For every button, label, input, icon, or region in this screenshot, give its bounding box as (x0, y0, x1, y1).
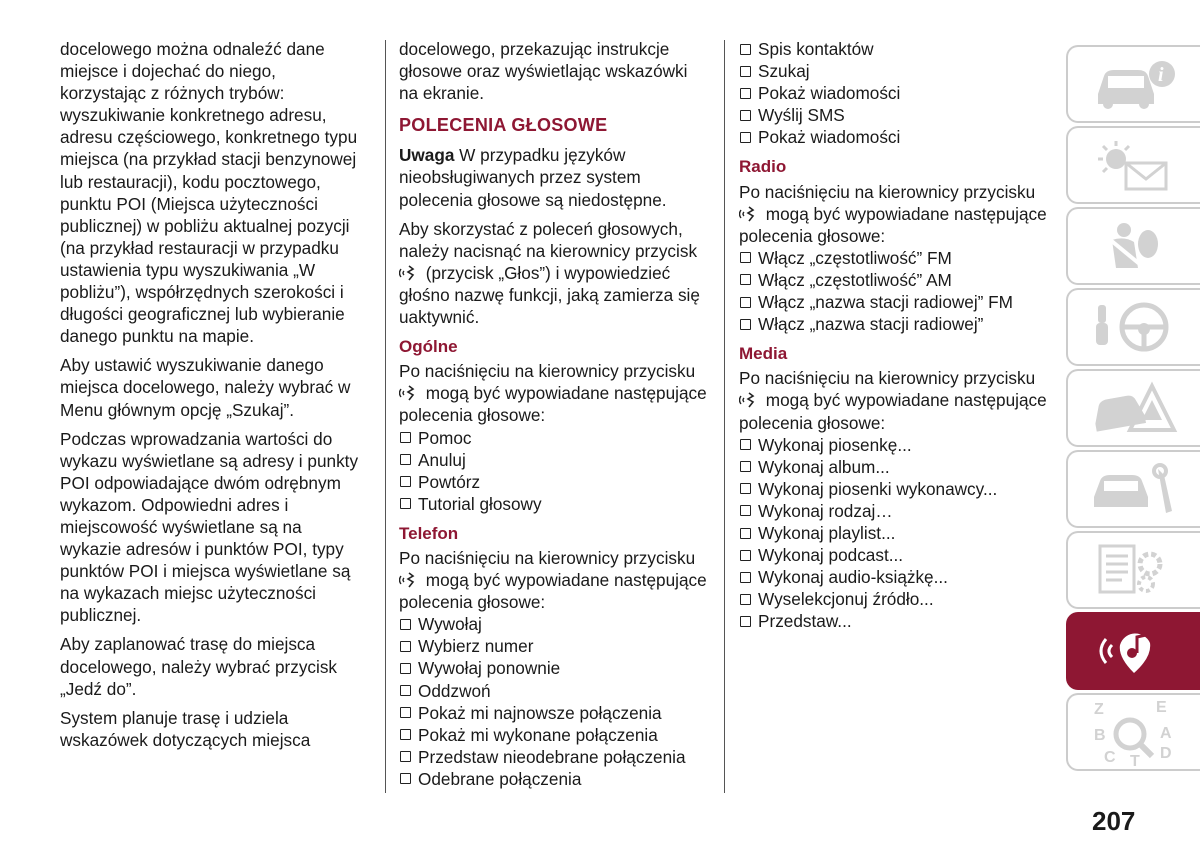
item-label: Spis kontaktów (758, 39, 874, 59)
tab-dashboard-lights[interactable] (1066, 126, 1200, 204)
voice-button-icon (399, 265, 417, 281)
list-item (739, 82, 1059, 104)
list-item (739, 478, 1059, 500)
checkbox-icon (740, 297, 751, 308)
item-label: Wyselekcjonuj źródło... (758, 589, 934, 610)
section-heading: POLECENIA GŁOSOWE (399, 115, 608, 136)
subheading-general: Ogólne (399, 337, 458, 357)
item-label: Pomoc (418, 427, 472, 448)
checkbox-icon (740, 483, 751, 494)
checkbox-icon (400, 432, 411, 443)
list-item (739, 566, 1059, 588)
note-label: Uwaga (399, 145, 455, 166)
tab-maintenance[interactable] (1066, 450, 1200, 528)
text: Po naciśnięciu na kierownicy przycisku (399, 547, 696, 568)
instruction (739, 367, 1059, 433)
checkbox-icon (400, 729, 411, 740)
list-item (399, 680, 709, 702)
phone-command-list (399, 613, 709, 790)
item-label: Pokaż mi najnowsze połączenia (418, 702, 662, 723)
item-label: Wyślij SMS (758, 105, 845, 126)
list-item (739, 247, 1059, 269)
checkbox-icon (740, 252, 751, 263)
checkbox-icon (400, 685, 411, 696)
list-item (739, 291, 1059, 313)
item-label: Przedstaw nieodebrane połączenia (418, 746, 686, 767)
radio-command-list (739, 247, 1059, 335)
item-label: Włącz „częstotliwość” FM (758, 247, 952, 268)
list-item (739, 269, 1059, 291)
paragraph: System planuje trasę i udziela wskazówek dotyczących miejsca (60, 707, 311, 750)
checkbox-icon (400, 663, 411, 674)
index-icon (1086, 696, 1182, 768)
checkbox-icon (740, 528, 751, 539)
index-letter: B (1094, 727, 1106, 744)
starting-driving-icon (1086, 299, 1182, 355)
checkbox-icon (740, 274, 751, 285)
subheading-phone: Telefon (399, 523, 459, 543)
item-label: Włącz „nazwa stacji radiowej” FM (758, 292, 1014, 313)
list-item (739, 60, 1059, 82)
item-label: Wykonaj podcast... (758, 545, 904, 566)
checkbox-icon (740, 439, 751, 450)
checkbox-icon (740, 594, 751, 605)
item-label: Odebrane połączenia (418, 768, 582, 789)
item-label: Wybierz numer (418, 636, 534, 657)
paragraph: Podczas wprowadzania wartości do wykazu wyświetlane są adresy i punkty POI odpowiadające dwóm odrębnym wykazom. Odpowiedni adres i miejscowość wyświetlane są na wykazie adresów i punktów POI, typy punktów POI i miejsca wyświetlane są na wykazach miejsc użyteczności publicznej. (60, 428, 359, 626)
tab-technical-data[interactable] (1066, 531, 1200, 609)
item-label: Anuluj (418, 449, 466, 470)
paragraph: docelowego można odnaleźć dane miejsce i dojechać do niego, korzystając z różnych trybów: wyszukiwanie konkretnego adresu, adresu częściowego, konkretnego typu miejsca (na przykład stacji benzynowej lub restauracji), kodu pocztowego, punktu POI (Miejsca użyteczności publicznej) w pobliżu aktualnej pozycji (na przykład restauracji w przypadku ustawienia typu wyszukiwania „W pobliżu”), współrzędnych szerokości i długości geograficznej lub wybieranie danego punktu na mapie. (60, 39, 358, 347)
dashboard-lights-icon (1086, 137, 1182, 193)
list-item (399, 768, 709, 790)
tab-emergency[interactable] (1066, 369, 1200, 447)
item-label: Oddzwoń (418, 680, 491, 701)
text-column-2 (399, 38, 709, 796)
column-divider (724, 40, 725, 793)
item-label: Wykonaj playlist... (758, 522, 896, 543)
phone-command-list-continued (739, 38, 1059, 148)
car-info-icon (1086, 56, 1182, 112)
paragraph: Aby zaplanować trasę do miejsca docelowego, należy wybrać przycisk „Jedź do”. (60, 634, 338, 699)
checkbox-icon (400, 641, 411, 652)
text: mogą być wypowiadane następujące polecenia głosowe: (399, 570, 707, 613)
item-label: Wykonaj piosenkę... (758, 434, 912, 455)
tab-index[interactable] (1066, 693, 1200, 771)
checkbox-icon (400, 751, 411, 762)
checkbox-icon (740, 572, 751, 583)
checkbox-icon (740, 66, 751, 77)
list-item (399, 724, 709, 746)
media-command-list (739, 434, 1059, 633)
voice-button-icon (739, 392, 757, 408)
text: mogą być wypowiadane następujące polecenia głosowe: (739, 390, 1047, 433)
checkbox-icon (400, 619, 411, 630)
note-paragraph (399, 144, 709, 210)
list-item (399, 635, 709, 657)
tab-safety[interactable] (1066, 207, 1200, 285)
item-label: Wykonaj album... (758, 456, 890, 477)
subheading-radio: Radio (739, 157, 787, 177)
list-item (399, 449, 709, 471)
chapter-tabs (1066, 45, 1200, 774)
voice-button-icon (739, 206, 757, 222)
list-item (739, 104, 1059, 126)
item-label: Wywołaj (418, 614, 482, 635)
checkbox-icon (400, 454, 411, 465)
checkbox-icon (740, 110, 751, 121)
instruction (739, 181, 1059, 247)
item-label: Pokaż wiadomości (758, 83, 901, 104)
page-number: 207 (1092, 806, 1136, 836)
item-label: Pokaż mi wykonane połączenia (418, 724, 658, 745)
paragraph: Aby ustawić wyszukiwanie danego miejsca docelowego, należy wybrać w Menu głównym opcję „Szukaj”. (60, 355, 351, 420)
index-letter: C (1104, 749, 1116, 766)
instruction (399, 547, 709, 613)
column-divider (385, 40, 386, 793)
svg-text:i: i (1158, 64, 1164, 86)
list-item (739, 126, 1059, 148)
text: Po naciśnięciu na kierownicy przycisku (399, 361, 696, 382)
list-item (399, 493, 709, 515)
index-letter: A (1160, 725, 1172, 742)
paragraph: docelowego, przekazując instrukcje głosowe oraz wyświetlając wskazówki na ekranie. (399, 39, 688, 104)
tab-car-info[interactable] (1066, 45, 1200, 123)
list-item (739, 313, 1059, 335)
item-label: Wykonaj rodzaj… (758, 500, 893, 521)
paragraph (399, 218, 709, 328)
voice-button-icon (399, 572, 417, 588)
index-letter: E (1156, 699, 1167, 716)
text: mogą być wypowiadane następujące polecenia głosowe: (739, 203, 1047, 246)
list-item (739, 522, 1059, 544)
index-letter: Z (1094, 701, 1104, 718)
list-item (739, 38, 1059, 60)
checkbox-icon (400, 707, 411, 718)
list-item (739, 456, 1059, 478)
text: Aby skorzystać z poleceń głosowych, należy nacisnąć na kierownicy przycisk (399, 218, 698, 261)
text: Po naciśnięciu na kierownicy przycisku (739, 368, 1036, 389)
note-text: W przypadku języków nieobsługiwanych przez system polecenia głosowe są niedostępne. (399, 145, 667, 210)
list-item (739, 544, 1059, 566)
list-item (399, 746, 709, 768)
item-label: Włącz „nazwa stacji radiowej” (758, 314, 984, 335)
text: Po naciśnięciu na kierownicy przycisku (739, 181, 1036, 202)
list-item (399, 471, 709, 493)
item-label: Szukaj (758, 61, 810, 82)
item-label: Wykonaj piosenki wykonawcy... (758, 478, 998, 499)
list-item (739, 500, 1059, 522)
item-label: Wywołaj ponownie (418, 658, 561, 679)
list-item (739, 610, 1059, 632)
checkbox-icon (740, 505, 751, 516)
index-letter: T (1130, 753, 1140, 768)
subheading-media: Media (739, 344, 788, 364)
checkbox-icon (400, 773, 411, 784)
general-command-list (399, 427, 709, 515)
checkbox-icon (740, 132, 751, 143)
item-label: Powtórz (418, 471, 481, 492)
checkbox-icon (740, 550, 751, 561)
checkbox-icon (740, 44, 751, 55)
text-column-3 (739, 38, 1059, 638)
item-label: Wykonaj audio-książkę... (758, 567, 948, 588)
text: mogą być wypowiadane następujące polecenia głosowe: (399, 383, 707, 426)
checkbox-icon (740, 88, 751, 99)
voice-button-icon (399, 385, 417, 401)
maintenance-icon (1086, 461, 1182, 517)
item-label: Tutorial głosowy (418, 493, 542, 514)
checkbox-icon (740, 461, 751, 472)
checkbox-icon (740, 319, 751, 330)
safety-airbag-icon (1086, 218, 1182, 274)
technical-data-icon (1086, 542, 1182, 598)
checkbox-icon (400, 476, 411, 487)
checkbox-icon (740, 616, 751, 627)
text-column-1 (60, 38, 365, 758)
list-item (399, 613, 709, 635)
tab-starting-driving[interactable] (1066, 288, 1200, 366)
item-label: Pokaż wiadomości (758, 127, 901, 148)
list-item (739, 434, 1059, 456)
list-item (399, 657, 709, 679)
instruction (399, 360, 709, 426)
text: (przycisk „Głos”) i wypowiedzieć głośno nazwę funkcji, jaką zamierza się uaktywnić. (399, 262, 700, 328)
list-item (399, 427, 709, 449)
checkbox-icon (400, 498, 411, 509)
list-item (399, 702, 709, 724)
item-label: Włącz „częstotliwość” AM (758, 269, 952, 290)
tab-multimedia[interactable] (1066, 612, 1200, 690)
item-label: Przedstaw... (758, 611, 852, 632)
list-item (739, 588, 1059, 610)
emergency-icon (1086, 380, 1182, 436)
multimedia-icon (1086, 623, 1182, 679)
index-letter: D (1160, 745, 1172, 762)
